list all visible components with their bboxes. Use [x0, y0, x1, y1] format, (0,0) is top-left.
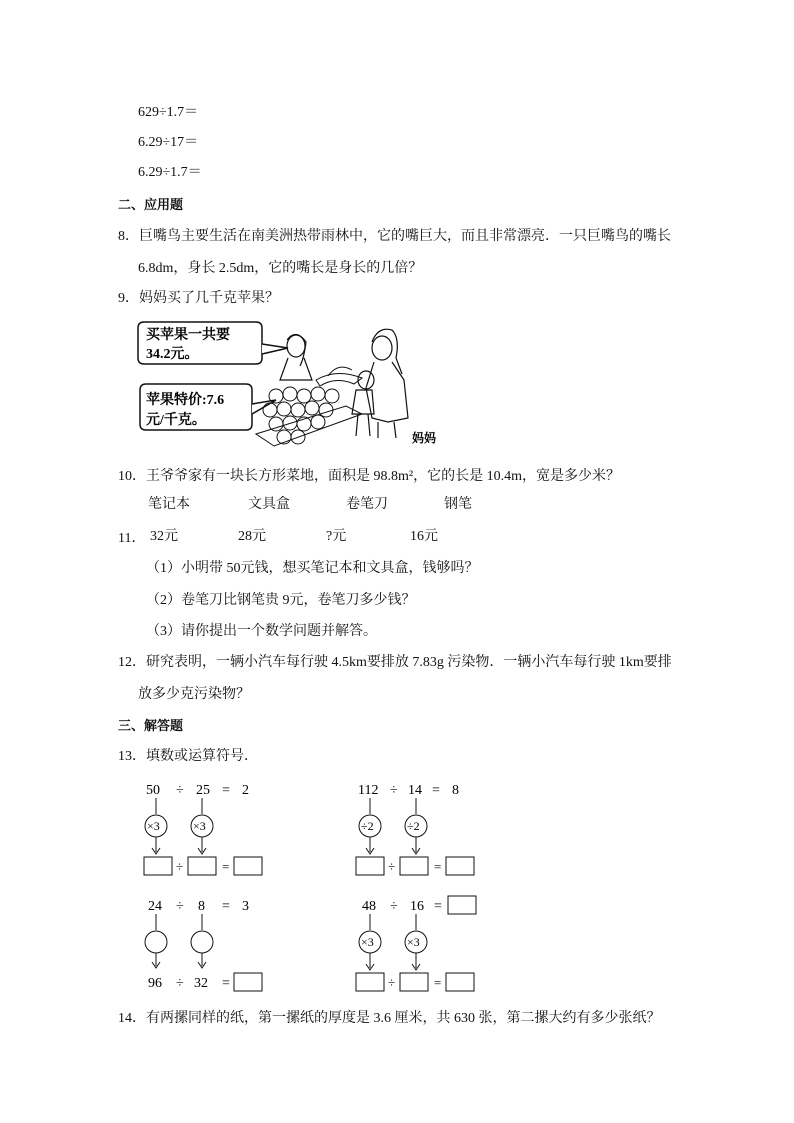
- d1-op2: ÷: [176, 859, 184, 874]
- d2-divisor: 14: [408, 783, 422, 798]
- d2-blank3: [446, 857, 474, 875]
- bubble2-line2: 元/千克。: [146, 413, 206, 428]
- d3-eq2: =: [222, 976, 230, 991]
- d1-circle2: ×3: [193, 819, 206, 833]
- d2-eq: =: [432, 783, 440, 798]
- q9-text: 9．妈妈买了几千克苹果？: [118, 291, 279, 306]
- d2-op: ÷: [390, 783, 398, 798]
- mom-label: 妈妈: [412, 431, 437, 445]
- item-pen: 钢笔: [444, 497, 472, 512]
- d2-circle2: ÷2: [407, 819, 420, 833]
- q12-line1: 12．研究表明，一辆小汽车每行驶 4.5km要排放 7.83g 污染物．一辆小汽车每行驶 1km要排: [118, 655, 672, 670]
- d1-dividend: 50: [146, 783, 160, 798]
- d2-blank1: [356, 857, 384, 875]
- d4-blank2: [400, 973, 428, 991]
- apple-shop-illustration: [116, 318, 444, 448]
- d3-eq: =: [222, 899, 230, 914]
- d4-blank1: [356, 973, 384, 991]
- d3-blank-circle2: [191, 931, 213, 953]
- q13-text: 13．填数或运算符号．: [118, 749, 258, 764]
- q10-text: 10．王爷爷家有一块长方形菜地，面积是 98.8m²，它的长是 10.4m，宽是多少米？: [118, 469, 620, 484]
- d3-blank3: [234, 973, 262, 991]
- price-pencil-case: 28元: [238, 529, 266, 544]
- d3-op2: ÷: [176, 976, 184, 991]
- d2-blank2: [400, 857, 428, 875]
- d4-eq2: =: [434, 975, 442, 990]
- d2-result: 8: [452, 783, 459, 798]
- d4-op2: ÷: [388, 975, 396, 990]
- d2-eq2: =: [434, 859, 442, 874]
- section-heading-applied: 二、应用题: [118, 197, 184, 212]
- calc-diagram-1: [140, 778, 280, 880]
- q11-sub1: （1）小明带 50元钱，想买笔记本和文具盒，钱够吗？: [146, 561, 479, 576]
- q14-text: 14．有两摞同样的纸，第一摞纸的厚度是 3.6 厘米，共 630 张，第二摞大约有多少张纸？: [118, 1011, 661, 1026]
- d1-blank1: [144, 857, 172, 875]
- calc-line-3: 6.29÷1.7＝: [138, 165, 202, 180]
- d4-divisor: 16: [410, 899, 424, 914]
- d3-blank-circle1: [145, 931, 167, 953]
- d4-dividend: 48: [362, 899, 376, 914]
- item-sharpener: 卷笔刀: [346, 497, 388, 512]
- d3-op: ÷: [176, 899, 184, 914]
- d1-divisor: 25: [196, 783, 210, 798]
- d2-dividend: 112: [358, 783, 379, 798]
- d3-new-divisor: 32: [194, 976, 208, 991]
- q11-number: 11．: [118, 531, 146, 546]
- bubble1-line1: 买苹果一共要: [146, 328, 230, 343]
- d4-eq: =: [434, 899, 442, 914]
- d4-circle1: ×3: [361, 935, 374, 949]
- calc-diagram-2: [354, 778, 494, 880]
- d4-circle2: ×3: [407, 935, 420, 949]
- q8-line2: 6.8dm，身长 2.5dm，它的嘴长是身长的几倍？: [138, 261, 423, 276]
- d3-dividend: 24: [148, 899, 162, 914]
- calc-diagram-3: [140, 894, 280, 996]
- bubble1-line2: 34.2元。: [146, 347, 199, 362]
- price-sharpener: ?元: [326, 529, 347, 544]
- calc-diagram-4: [354, 894, 494, 996]
- calc-line-1: 629÷1.7＝: [138, 105, 199, 120]
- d1-blank2: [188, 857, 216, 875]
- q11-sub3: （3）请你提出一个数学问题并解答。: [146, 624, 377, 639]
- item-pencil-case: 文具盒: [248, 497, 290, 512]
- d1-circle1: ×3: [147, 819, 160, 833]
- d1-eq2: =: [222, 859, 230, 874]
- bubble2-line1: 苹果特价:7.6: [146, 393, 225, 408]
- q11-sub2: （2）卷笔刀比钢笔贵 9元，卷笔刀多少钱？: [146, 593, 416, 608]
- section-heading-solve: 三、解答题: [118, 718, 184, 733]
- d1-op: ÷: [176, 783, 184, 798]
- d4-result-blank: [448, 896, 476, 914]
- d1-result: 2: [242, 783, 249, 798]
- q8-line1: 8．巨嘴鸟主要生活在南美洲热带雨林中，它的嘴巨大，而且非常漂亮．一只巨嘴鸟的嘴长: [118, 229, 671, 244]
- price-notebook: 32元: [150, 529, 178, 544]
- calc-line-2: 6.29÷17＝: [138, 135, 199, 150]
- price-pen: 16元: [410, 529, 438, 544]
- item-notebook: 笔记本: [148, 497, 190, 512]
- d3-result: 3: [242, 899, 249, 914]
- d1-blank3: [234, 857, 262, 875]
- d3-divisor: 8: [198, 899, 205, 914]
- d2-circle1: ÷2: [361, 819, 374, 833]
- d4-blank3: [446, 973, 474, 991]
- q12-line2: 放多少克污染物？: [138, 687, 250, 702]
- d1-eq: =: [222, 783, 230, 798]
- d4-op: ÷: [390, 899, 398, 914]
- d3-new-dividend: 96: [148, 976, 162, 991]
- d2-op2: ÷: [388, 859, 396, 874]
